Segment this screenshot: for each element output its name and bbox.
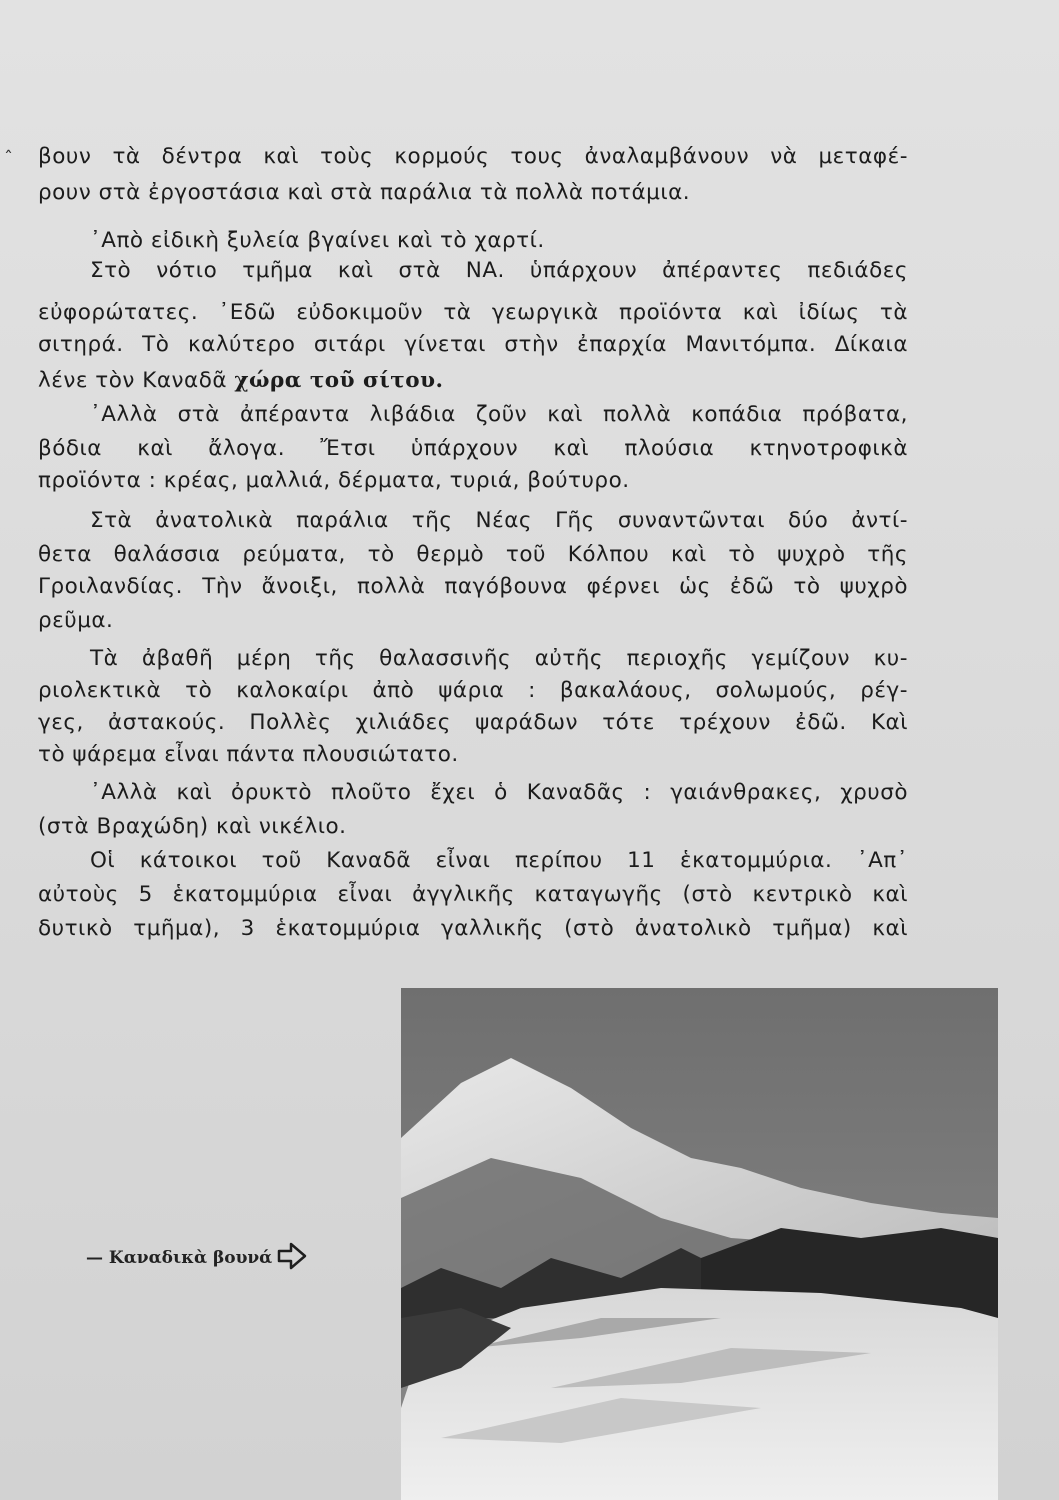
- text-line: γες, ἀστακούς. Πολλὲς χιλιάδες ψαράδων τότε τρέχουν ἐδῶ. Καὶ: [38, 710, 908, 735]
- text-line: Οἱ κάτοικοι τοῦ Καναδᾶ εἶναι περίπου 11 ἑκατομμύρια. ᾿Απ᾿: [90, 848, 908, 873]
- text-line: (στὰ Βραχώδη) καὶ νικέλιο.: [38, 814, 347, 839]
- figure-caption: [86, 1241, 308, 1275]
- margin-mark: ˆ: [4, 148, 13, 169]
- text-line: αὐτοὺς 5 ἑκατομμύρια εἶναι ἀγγλικῆς καταγωγῆς (στὸ κεντρικὸ καὶ: [38, 882, 908, 907]
- mountain-photo: [401, 988, 998, 1500]
- text-line: βόδια καὶ ἄλογα. Ἔτσι ὑπάρχουν καὶ πλούσια κτηνοτροφικὰ: [38, 436, 908, 461]
- text-line: ᾿Απὸ εἰδικὴ ξυλεία βγαίνει καὶ τὸ χαρτί.: [90, 228, 545, 253]
- text-line: ᾿Αλλὰ καὶ ὀρυκτὸ πλοῦτο ἔχει ὁ Καναδᾶς : γαιάνθρακες, χρυσὸ: [90, 780, 908, 805]
- text-line: ρεῦμα.: [38, 608, 114, 633]
- text-line: ᾿Αλλὰ στὰ ἀπέραντα λιβάδια ζοῦν καὶ πολλὰ κοπάδια πρόβατα,: [90, 402, 908, 427]
- text-line: Στὸ νότιο τμῆμα καὶ στὰ ΝΑ. ὑπάρχουν ἀπέραντες πεδιάδες: [90, 258, 908, 283]
- text-line: λένε τὸν Καναδᾶ: [38, 368, 228, 393]
- text-line: σιτηρά. Τὸ καλύτερο σιτάρι γίνεται στὴν ἐπαρχία Μανιτόμπα. Δίκαια: [38, 332, 908, 357]
- text-line: εὐφορώτατες. ᾿Εδῶ εὐδοκιμοῦν τὰ γεωργικὰ προϊόντα καὶ ἰδίως τὰ: [38, 300, 908, 325]
- text-line-with-emphasis: [38, 364, 908, 398]
- text-line: θετα θαλάσσια ρεύματα, τὸ θερμὸ τοῦ Κόλπου καὶ τὸ ψυχρὸ τῆς: [38, 542, 908, 567]
- text-line: Γροιλανδίας. Τὴν ἄνοιξι, πολλὰ παγόβουνα φέρνει ὡς ἐδῶ τὸ ψυχρὸ: [38, 574, 908, 599]
- text-line: βουν τὰ δέντρα καὶ τοὺς κορμούς τους ἀναλαμβάνουν νὰ μεταφέ-: [38, 144, 908, 169]
- bold-phrase: χώρα τοῦ σίτου.: [234, 368, 444, 393]
- caption-text: — Καναδικὰ βουνά: [86, 1248, 273, 1268]
- text-line: Τὰ ἀβαθῆ μέρη τῆς θαλασσινῆς αὐτῆς περιοχῆς γεμίζουν κυ-: [90, 646, 908, 671]
- text-line: τὸ ψάρεμα εἶναι πάντα πλουσιώτατο.: [38, 742, 459, 767]
- right-arrow-icon: [276, 1240, 308, 1276]
- text-line: δυτικὸ τμῆμα), 3 ἑκατομμύρια γαλλικῆς (στὸ ἀνατολικὸ τμῆμα) καὶ: [38, 916, 908, 941]
- text-line: Στὰ ἀνατολικὰ παράλια τῆς Νέας Γῆς συναντῶνται δύο ἀντί-: [90, 508, 908, 533]
- text-line: ρουν στὰ ἐργοστάσια καὶ στὰ παράλια τὰ πολλὰ ποτάμια.: [38, 180, 691, 205]
- text-line: ριολεκτικὰ τὸ καλοκαίρι ἀπὸ ψάρια : βακαλάους, σολωμούς, ρέγ-: [38, 678, 908, 703]
- text-line: προϊόντα : κρέας, μαλλιά, δέρματα, τυριά, βούτυρο.: [38, 468, 630, 493]
